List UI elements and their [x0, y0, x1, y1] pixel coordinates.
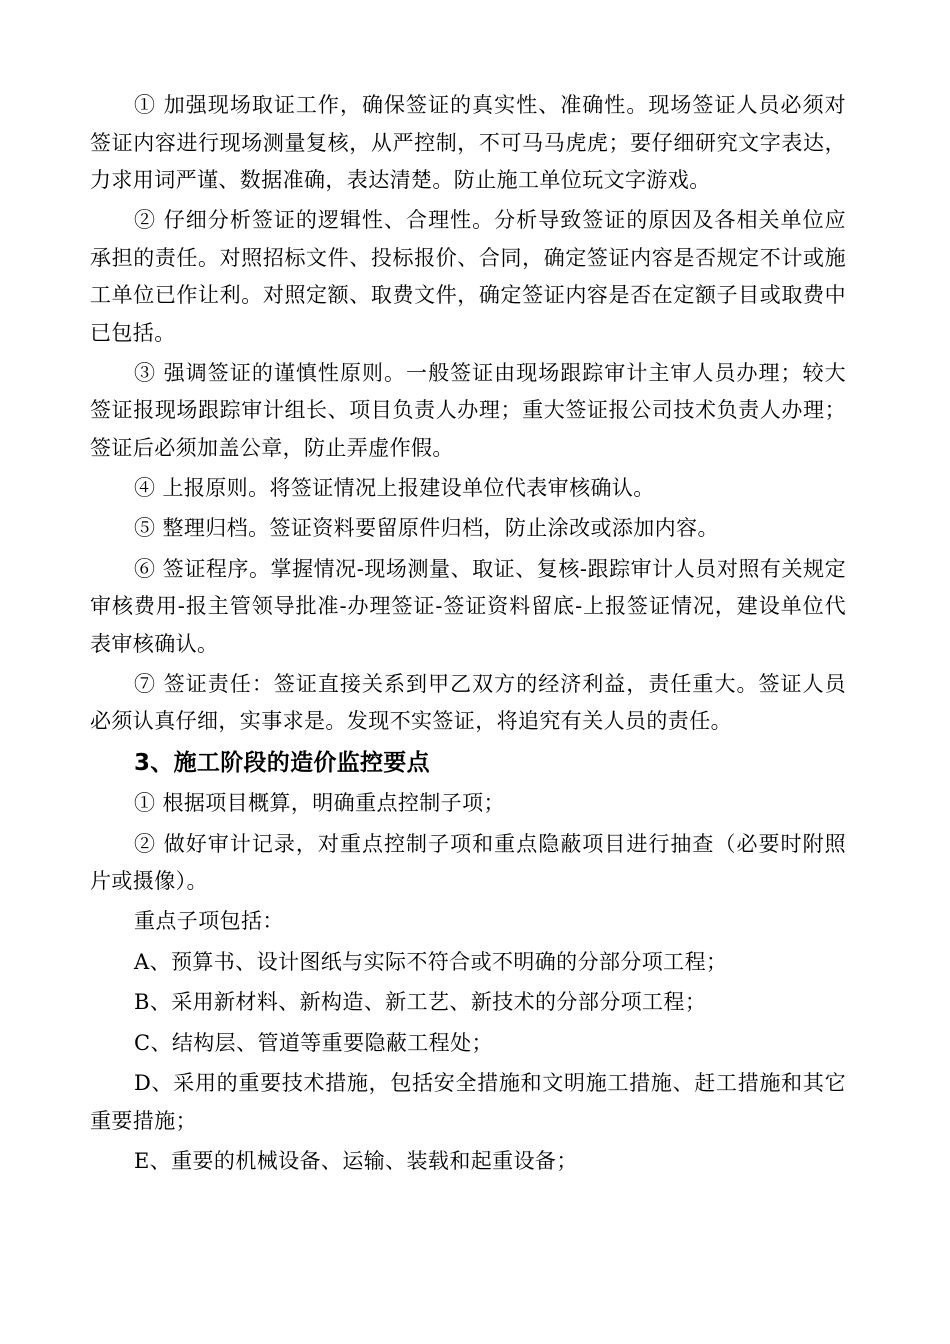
list-item-a: A、预算书、设计图纸与实际不符合或不明确的分部分项工程； [134, 949, 728, 974]
paragraph-visa-responsibility: ⑦ 签证责任：签证直接关系到甲乙双方的经济利益，责任重大。签证人员必须认真仔细，实事求是。发现不实签证，将追究有关人员的责任。 [90, 671, 846, 733]
key-items-intro: 重点子项包括： [134, 909, 284, 933]
paragraph-visa-procedure: ⑥ 签证程序。掌握情况-现场测量、取证、复核-跟踪审计人员对照有关规定审核费用-报主管领导批准-办理签证-签证资料留底-上报签证情况，建设单位代表审核确认。 [90, 556, 846, 656]
paragraph-reporting-principle: ④ 上报原则。将签证情况上报建设单位代表审核确认。 [134, 475, 655, 500]
list-item-d: D、采用的重要技术措施，包括安全措施和文明施工措施、赶工措施和其它重要措施； [90, 1071, 846, 1133]
paragraph-key-items: ① 根据项目概算，明确重点控制子项； [134, 791, 505, 815]
paragraph-archiving: ⑤ 整理归档。签证资料要留原件归档，防止涂改或添加内容。 [134, 516, 719, 540]
paragraph-prudence-principle: ③ 强调签证的谨慎性原则。一般签证由现场跟踪审计主审人员办理；较大签证报现场跟踪审计组长、项目负责人办理；重大签证报公司技术负责人办理；签证后必须加盖公章，防止弄虚作假。 [90, 360, 846, 460]
list-item-c: C、结构层、管道等重要隐蔽工程处； [134, 1030, 493, 1055]
section-heading: 3、施工阶段的造价监控要点 [134, 750, 430, 776]
paragraph-evidence-collection: ① 加强现场取证工作，确保签证的真实性、准确性。现场签证人员必须对签证内容进行现场测量复核，从严控制，不可马马虎虎；要仔细研究文字表达，力求用词严谨、数据准确，表达清楚。防止施工单位玩文字游戏。 [90, 93, 846, 192]
paragraph-audit-records: ② 做好审计记录，对重点控制子项和重点隐蔽项目进行抽查（必要时附照片或摄像）。 [90, 831, 846, 893]
list-item-b: B、采用新材料、新构造、新工艺、新技术的分部分项工程； [134, 990, 707, 1014]
list-item-e: E、重要的机械设备、运输、装载和起重设备； [134, 1148, 578, 1173]
monitoring-points [90, 785, 846, 1180]
document-page [90, 87, 846, 1183]
paragraph-logic-analysis: ② 仔细分析签证的逻辑性、合理性。分析导致签证的原因及各相关单位应承担的责任。对照招标文件、投标报价、合同，确定签证内容是否规定不计或施工单位已作让利。对照定额、取费文件，确定签证内容是否在定额子目或取费中已包括。 [90, 208, 846, 345]
